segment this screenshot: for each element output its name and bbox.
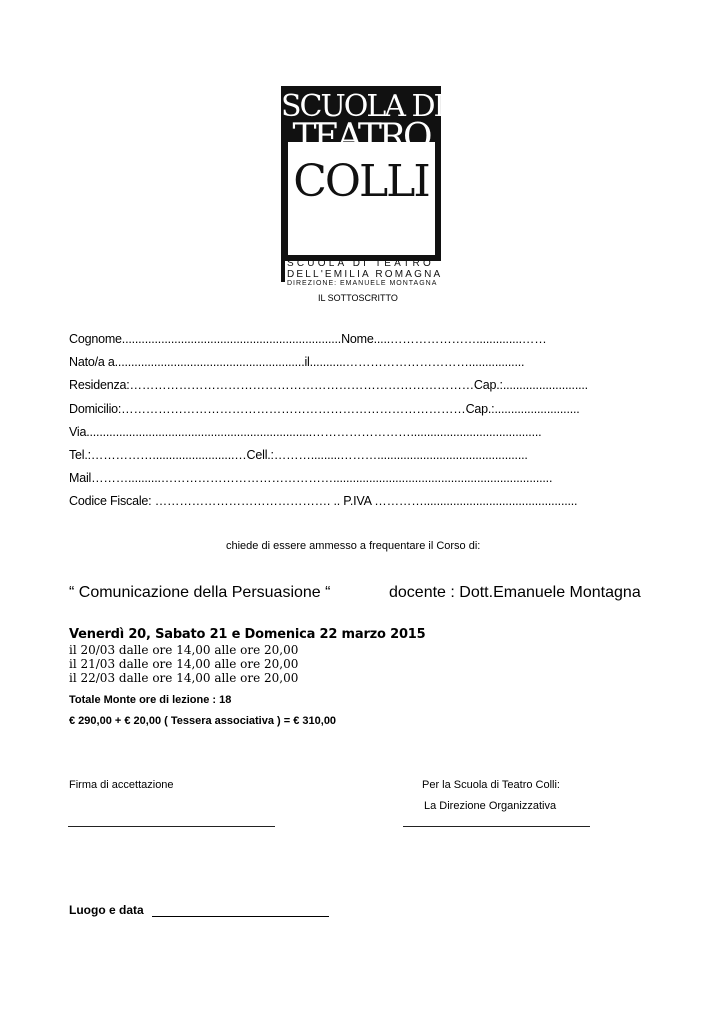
signature-label-direction: La Direzione Organizzativa	[424, 800, 557, 812]
total-hours: Totale Monte ore di lezione : 18	[69, 694, 232, 706]
signature-line-left[interactable]	[68, 826, 275, 827]
school-logo	[281, 86, 443, 286]
field-cognome-nome[interactable]: Cognome...................................................................Nome.....…………………..............……	[69, 332, 547, 346]
place-date-line[interactable]	[152, 916, 329, 917]
logo-subtitle-2: DELL'EMILIA ROMAGNA	[287, 269, 443, 280]
logo-subtitle-1: SCUOLA DI TEATRO	[287, 258, 434, 269]
course-title: “ Comunicazione della Persuasione “	[69, 584, 331, 601]
price: € 290,00 + € 20,00 ( Tessera associativa ) = € 310,00	[69, 715, 337, 727]
field-mail[interactable]: Mail………..........……………………………………...................................................................	[69, 471, 553, 485]
field-via[interactable]: Via.....................................................................……………………........................................	[69, 425, 542, 439]
signature-label-right: Per la Scuola di Teatro Colli:	[422, 779, 560, 791]
logo-line-1: SCUOLA DI	[281, 89, 444, 124]
field-nato-il[interactable]: Nato/a a..........................................................il...........………………………….................	[69, 355, 525, 369]
field-domicilio[interactable]: Domicilio:…………………………………………………………………………Cap.:..........................	[69, 402, 580, 416]
course-teacher: docente : Dott.Emanuele Montagna	[389, 584, 641, 601]
field-tel-cell[interactable]: Tel.:…………….........................…Cell.:……….........………..............................................	[69, 448, 528, 462]
field-residenza[interactable]: Residenza:…………………………………………………………………………Cap.:..........................	[69, 378, 588, 392]
field-codice-fiscale-piva[interactable]: Codice Fiscale: ……………………………………. .. P.IVA …………...............................................	[69, 494, 578, 508]
dates-title: Venerdì 20, Sabato 21 e Domenica 22 marzo 2015	[69, 627, 426, 642]
heading: IL SOTTOSCRITTO	[318, 293, 398, 303]
logo-line-2: TEATRO	[292, 117, 430, 158]
logo-subtitle-3: DIREZIONE: EMANUELE MONTAGNA	[287, 280, 438, 287]
schedule-line-3: il 22/03 dalle ore 14,00 alle ore 20,00	[69, 671, 299, 685]
logo-line-3: COLLI	[293, 156, 429, 207]
place-date-label: Luogo e data	[69, 903, 144, 917]
signature-label-left: Firma di accettazione	[69, 779, 174, 791]
signature-line-right[interactable]	[403, 826, 590, 827]
request-text: chiede di essere ammesso a frequentare il Corso di:	[226, 540, 481, 552]
schedule-line-1: il 20/03 dalle ore 14,00 alle ore 20,00	[69, 643, 299, 657]
schedule-line-2: il 21/03 dalle ore 14,00 alle ore 20,00	[69, 657, 299, 671]
